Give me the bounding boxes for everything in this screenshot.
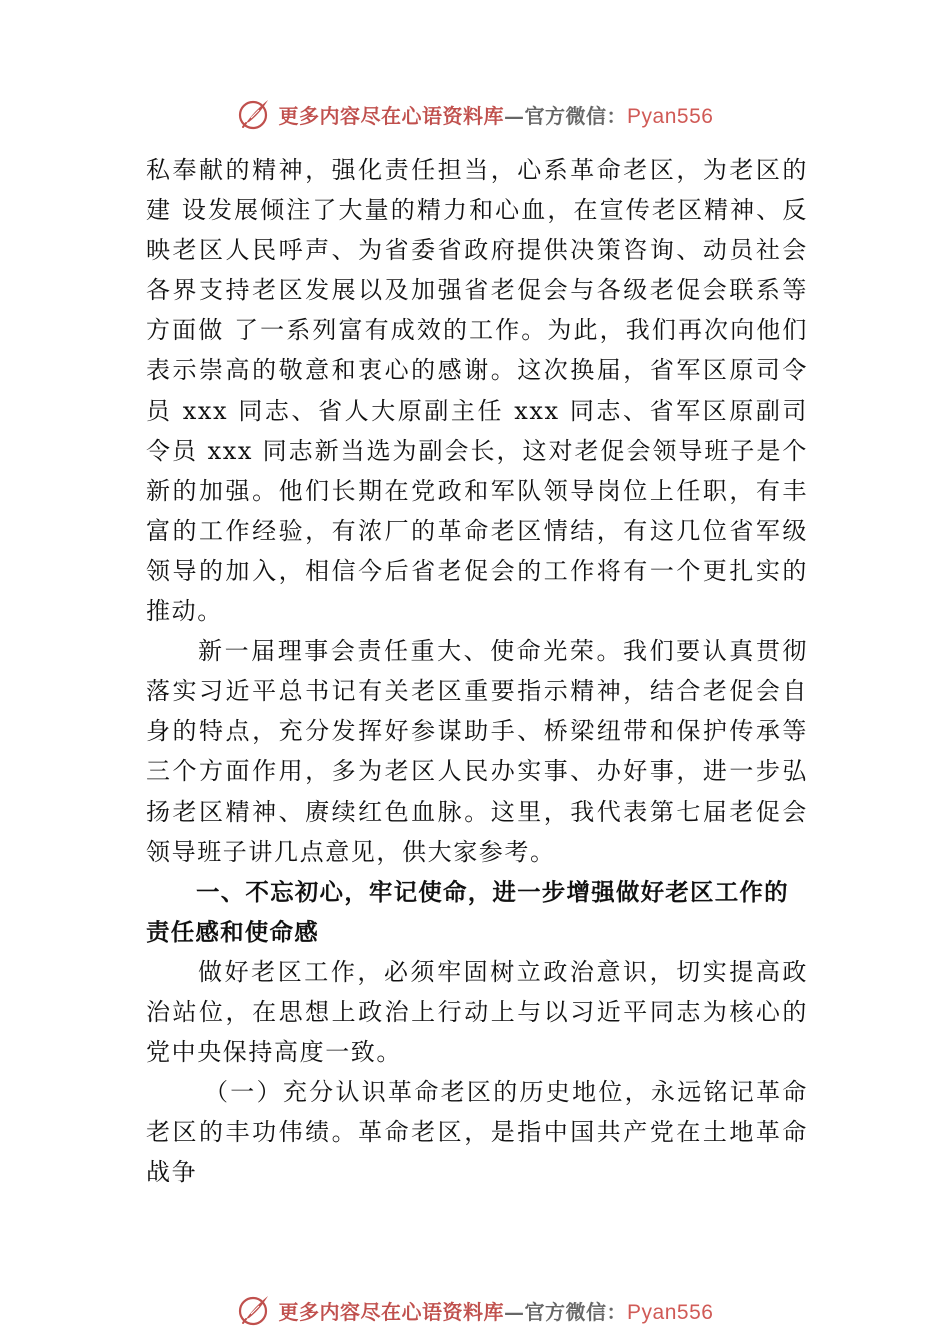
paragraph-3: 做好老区工作，必须牢固树立政治意识，切实提高政治站位，在思想上政治上行动上与以习近平同志为核心的党中央保持高度一致。 <box>146 957 808 1067</box>
watermark-wechat-id: Pyan556 <box>627 104 714 128</box>
watermark-wechat-id: Pyan556 <box>627 1300 714 1324</box>
watermark-text <box>279 100 714 129</box>
document-body <box>146 150 808 1192</box>
footer-watermark <box>0 1288 950 1332</box>
paragraph-4: （一）充分认识革命老区的历史地位，永远铭记革命老区的丰功伟绩。革命老区，是指中国共产党在土地革命战争 <box>146 1078 808 1187</box>
paragraph-1: 私奉献的精神，强化责任担当，心系革命老区，为老区的建 设发展倾注了大量的精力和心血，在宣传老区精神、反映老区人民呼声、为省委省政府提供决策咨询、动员社会各界支持老区发展以及加强省老促会与各级老促会联系等方面做 了一系列富有成效的工作。为此，我们再次向他们表示崇高的敬意和衷心的感谢。这次换届，省军区原司令员 xxx 同志、省人大原副主任 xxx 同志、省军区原副司令员 xxx 同志新当选为副会长，这对老促会领导班子是个新的加强。他们长期在党政和军队领导岗位上任职，有丰富的工作经验，有浓⼚的革命老区情结，有这几位省军级领导的加入，相信今后省老促会的工作将有一个更扎实的推动。 <box>146 156 808 626</box>
quill-pen-logo-icon <box>237 96 273 132</box>
watermark-official-label: —官方微信： <box>504 1299 628 1324</box>
watermark-text <box>279 1296 714 1325</box>
watermark-brand: 更多内容尽在心语资料库 <box>278 103 505 128</box>
section-heading-1: 一、不忘初心，牢记使命，进一步增强做好老区工作的责任感和使命感 <box>146 877 789 946</box>
watermark-brand: 更多内容尽在心语资料库 <box>278 1299 505 1324</box>
header-watermark <box>0 92 950 136</box>
watermark-official-label: —官方微信： <box>504 103 628 128</box>
paragraph-2: 新一届理事会责任重大、使命光荣。我们要认真贯彻落实习近平总书记有关老区重要指示精神，结合老促会自身的特点，充分发挥好参谋助手、桥梁纽带和保护传承等三个方面作用，多为老区人民办实事、办好事，进一步弘扬老区精神、赓续红色血脉。这里，我代表第七届老促会领导班子讲几点意见，供大家参考。 <box>146 637 808 866</box>
quill-pen-logo-icon <box>237 1292 273 1328</box>
